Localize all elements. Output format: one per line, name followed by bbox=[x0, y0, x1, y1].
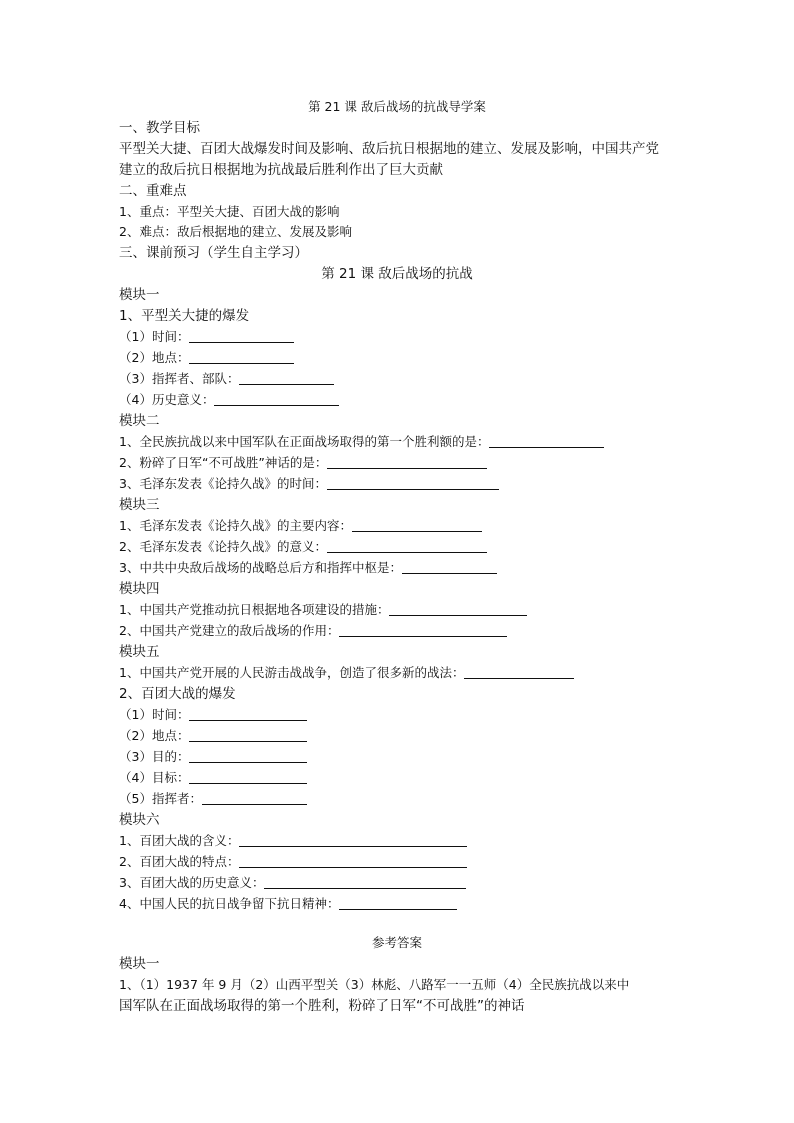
question-label: （4）历史意义： bbox=[119, 392, 215, 407]
answers-line2: 国军队在正面战场取得的第一个胜利，粉碎了日军“不可战胜”的神话 bbox=[119, 998, 525, 1014]
question-label: 3、中共中央敌后战场的战略总后方和指挥中枢是： bbox=[119, 560, 402, 575]
question-label: （3）指挥者、部队： bbox=[119, 371, 240, 386]
question-label: （1）时间： bbox=[119, 707, 190, 722]
question-label: 1、毛泽东发表《论持久战》的主要内容： bbox=[119, 518, 352, 533]
question-label: 3、毛泽东发表《论持久战》的时间： bbox=[119, 476, 327, 491]
question-line bbox=[119, 789, 307, 809]
question-line bbox=[119, 894, 457, 914]
key-point-2: 2、难点：敌后根据地的建立、发展及影响 bbox=[119, 224, 352, 239]
module-1-item: 1、平型关大捷的爆发 bbox=[119, 308, 250, 324]
answer-blank[interactable] bbox=[402, 559, 497, 574]
question-line bbox=[119, 873, 466, 893]
question-line bbox=[119, 600, 527, 620]
answer-blank[interactable] bbox=[189, 349, 294, 364]
question-line bbox=[119, 348, 294, 368]
question-line bbox=[119, 705, 307, 725]
module-5-heading: 模块五 bbox=[119, 644, 160, 660]
question-line bbox=[119, 621, 507, 641]
question-line bbox=[119, 726, 307, 746]
question-label: （3）目的： bbox=[119, 749, 190, 764]
question-line bbox=[119, 768, 307, 788]
module-2-heading: 模块二 bbox=[119, 413, 160, 429]
question-line bbox=[119, 432, 604, 452]
preview-heading: 三、课前预习（学生自主学习） bbox=[119, 245, 308, 261]
question-label: 2、粉碎了日军“不可战胜”神话的是： bbox=[119, 455, 328, 470]
answer-blank[interactable] bbox=[189, 706, 307, 721]
answer-blank[interactable] bbox=[327, 538, 487, 553]
question-line bbox=[119, 831, 467, 851]
answer-blank[interactable] bbox=[464, 664, 574, 679]
question-label: 1、百团大战的含义： bbox=[119, 833, 240, 848]
question-label: 1、中国共产党开展的人民游击战战争，创造了很多新的战法： bbox=[119, 665, 465, 680]
question-line bbox=[119, 516, 482, 536]
question-line bbox=[119, 390, 339, 410]
answer-blank[interactable] bbox=[202, 790, 307, 805]
question-label: （4）目标： bbox=[119, 770, 190, 785]
answers-title: 参考答案 bbox=[371, 935, 422, 950]
question-label: （2）地点： bbox=[119, 350, 190, 365]
answer-blank[interactable] bbox=[189, 328, 294, 343]
section-title: 第 21 课 敌后战场的抗战 bbox=[321, 266, 473, 282]
question-label: 2、毛泽东发表《论持久战》的意义： bbox=[119, 539, 327, 554]
question-line bbox=[119, 747, 307, 767]
question-label: （2）地点： bbox=[119, 728, 190, 743]
module-6-heading: 模块六 bbox=[119, 812, 160, 828]
objectives-text-line2: 建立的敌后抗日根据地为抗战最后胜利作出了巨大贡献 bbox=[119, 162, 443, 178]
key-points-heading: 二、重难点 bbox=[119, 183, 187, 199]
question-line bbox=[119, 453, 487, 473]
answer-blank[interactable] bbox=[339, 622, 507, 637]
question-line bbox=[119, 474, 499, 494]
question-label: 2、中国共产党建立的敌后战场的作用： bbox=[119, 623, 340, 638]
answers-line1: 1、（1）1937 年 9 月（2）山西平型关（3）林彪、八路军一一五师（4）全民族抗战以来中 bbox=[119, 977, 630, 992]
answer-blank[interactable] bbox=[189, 727, 307, 742]
question-label: 3、百团大战的历史意义： bbox=[119, 875, 265, 890]
answer-blank[interactable] bbox=[189, 748, 307, 763]
answer-blank[interactable] bbox=[239, 832, 467, 847]
question-line bbox=[119, 369, 334, 389]
question-label: （1）时间： bbox=[119, 329, 190, 344]
question-label: 2、百团大战的特点： bbox=[119, 854, 240, 869]
answer-blank[interactable] bbox=[339, 895, 457, 910]
answer-blank[interactable] bbox=[264, 874, 466, 889]
answer-blank[interactable] bbox=[489, 433, 604, 448]
question-line bbox=[119, 327, 294, 347]
objectives-text-line1: 平型关大捷、百团大战爆发时间及影响、敌后抗日根据地的建立、发展及影响，中国共产党 bbox=[119, 141, 659, 157]
question-line bbox=[119, 663, 574, 683]
module-5-item: 2、百团大战的爆发 bbox=[119, 686, 236, 702]
answer-blank[interactable] bbox=[189, 769, 307, 784]
answer-blank[interactable] bbox=[389, 601, 527, 616]
answer-blank[interactable] bbox=[239, 370, 334, 385]
answer-blank[interactable] bbox=[239, 853, 467, 868]
answer-blank[interactable] bbox=[327, 475, 499, 490]
answers-module-1-heading: 模块一 bbox=[119, 956, 160, 972]
question-label: 1、中国共产党推动抗日根据地各项建设的措施： bbox=[119, 602, 390, 617]
question-label: 1、全民族抗战以来中国军队在正面战场取得的第一个胜利额的是： bbox=[119, 434, 490, 449]
question-line bbox=[119, 537, 487, 557]
question-line bbox=[119, 558, 497, 578]
answer-blank[interactable] bbox=[214, 391, 339, 406]
module-4-heading: 模块四 bbox=[119, 581, 160, 597]
objectives-heading: 一、教学目标 bbox=[119, 120, 200, 136]
doc-title: 第 21 课 敌后战场的抗战导学案 bbox=[308, 99, 486, 114]
key-point-1: 1、重点：平型关大捷、百团大战的影响 bbox=[119, 204, 340, 219]
question-label: 4、中国人民的抗日战争留下抗日精神： bbox=[119, 896, 340, 911]
answer-blank[interactable] bbox=[352, 517, 482, 532]
question-line bbox=[119, 852, 467, 872]
module-3-heading: 模块三 bbox=[119, 497, 160, 513]
module-1-heading: 模块一 bbox=[119, 287, 160, 303]
question-label: （5）指挥者： bbox=[119, 791, 202, 806]
answer-blank[interactable] bbox=[327, 454, 487, 469]
